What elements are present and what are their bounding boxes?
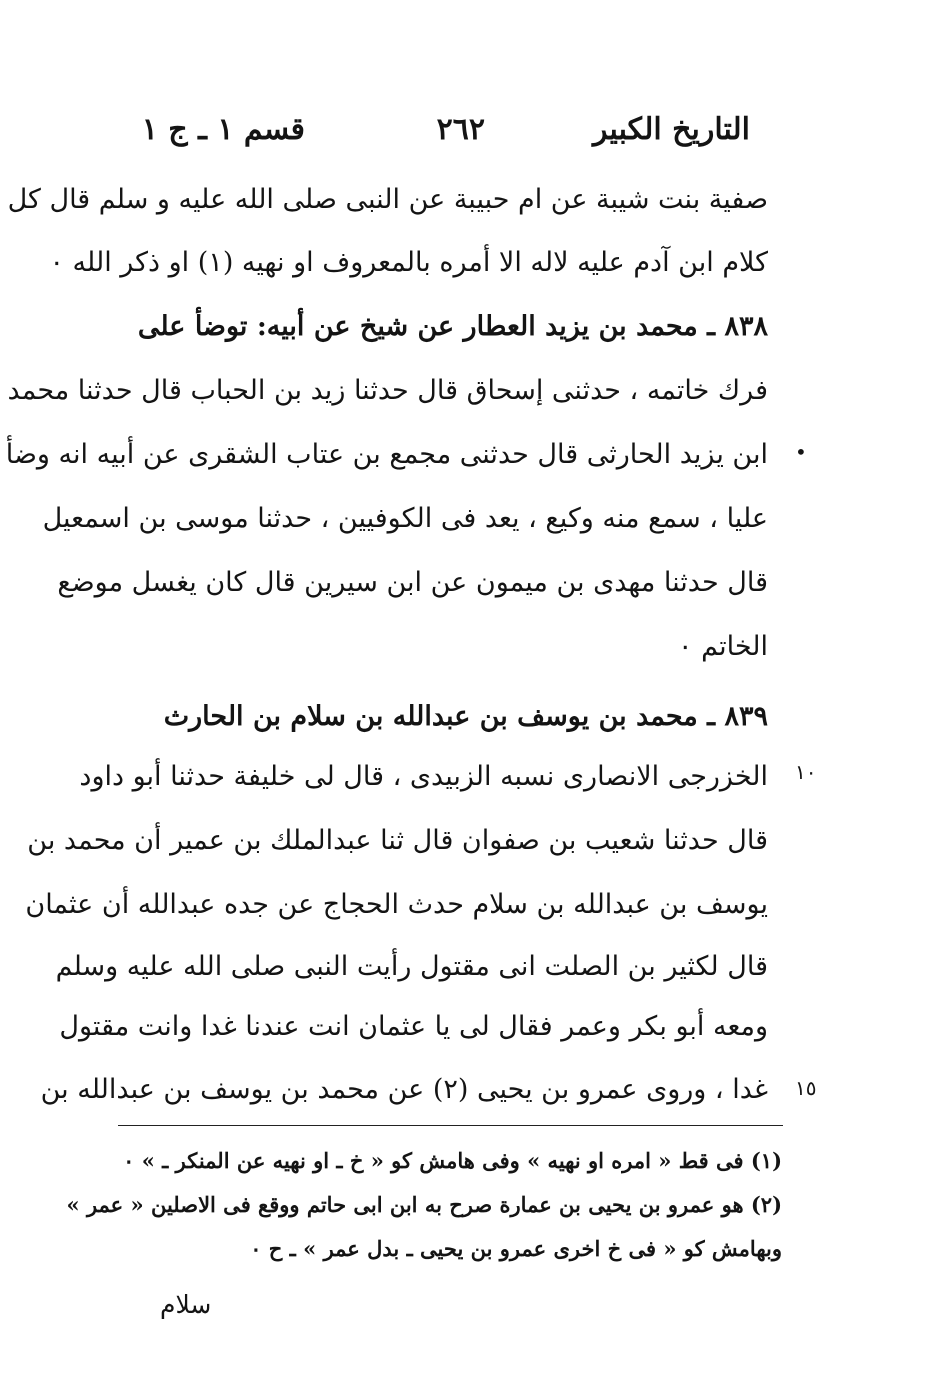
text-line: فرك خاتمه ، حدثنى إسحاق قال حدثنا زيد بن الحباب قال حدثنا محمد: [7, 375, 768, 406]
line-number-10: ١٠: [795, 760, 817, 784]
text-line: كلام ابن آدم عليه لاله الا أمره بالمعروف او نهيه (١) او ذكر الله ٠: [49, 247, 768, 278]
text-line: عليا ، سمع منه وكيع ، يعد فى الكوفيين ، حدثنا موسى بن اسمعيل: [42, 503, 768, 534]
text-line: قال حدثنا مهدى بن ميمون عن ابن سيرين قال كان يغسل موضع: [57, 567, 768, 598]
margin-dot-marker: •: [795, 440, 807, 464]
text-line: غدا ، وروى عمرو بن يحيى (٢) عن محمد بن يوسف بن عبدالله بن: [40, 1074, 768, 1105]
text-line: الخاتم ٠: [678, 631, 768, 662]
line-number-15: ١٥: [795, 1076, 817, 1100]
footnote-1: (١) فى قط « امره او نهيه » وفى هامش كو « خ ـ او نهيه عن المنكر ـ » ٠: [123, 1148, 782, 1173]
entry-838-heading: ٨٣٨ ـ محمد بن يزيد العطار عن شيخ عن أبيه: توضأ على: [137, 311, 768, 342]
text-line: صفية بنت شيبة عن ام حبيبة عن النبى صلى الله عليه و سلم قال كل: [7, 184, 768, 215]
catchword: سلام: [160, 1290, 212, 1319]
page-number: ٢٦٢: [436, 112, 485, 147]
footnote-2-continued: وبهامش كو « فى خ اخرى عمرو بن يحيى ـ بدل عمر » ـ ح ٠: [250, 1236, 782, 1261]
running-title: التاريخ الكبير: [592, 112, 750, 147]
text-line: ومعه أبو بكر وعمر فقال لى يا عثمان انت عندنا غدا وانت مقتول: [59, 1011, 768, 1042]
text-line: قال حدثنا شعيب بن صفوان قال ثنا عبدالملك بن عمير أن محمد بن: [27, 825, 768, 856]
entry-839-heading: ٨٣٩ ـ محمد بن يوسف بن عبدالله بن سلام بن الحارث: [163, 701, 768, 732]
page-header: [141, 112, 750, 162]
footnote-2: (٢) هو عمرو بن يحيى بن عمارة صرح به ابن ابى حاتم ووقع فى الاصلين « عمر »: [66, 1192, 782, 1217]
volume-part: قسم ١ ـ ج ١: [141, 112, 305, 147]
text-line: يوسف بن عبدالله بن سلام حدث الحجاج عن جده عبدالله أن عثمان: [25, 889, 768, 920]
footnote-divider: [118, 1125, 783, 1126]
text-line: قال لكثير بن الصلت انى مقتول رأيت النبى صلى الله عليه وسلم: [55, 951, 768, 982]
text-line: ابن يزيد الحارثى قال حدثنى مجمع بن عتاب الشقرى عن أبيه انه وضأ: [5, 439, 768, 470]
text-line: الخزرجى الانصارى نسبه الزبيدى ، قال لى خليفة حدثنا أبو داود: [79, 761, 768, 792]
